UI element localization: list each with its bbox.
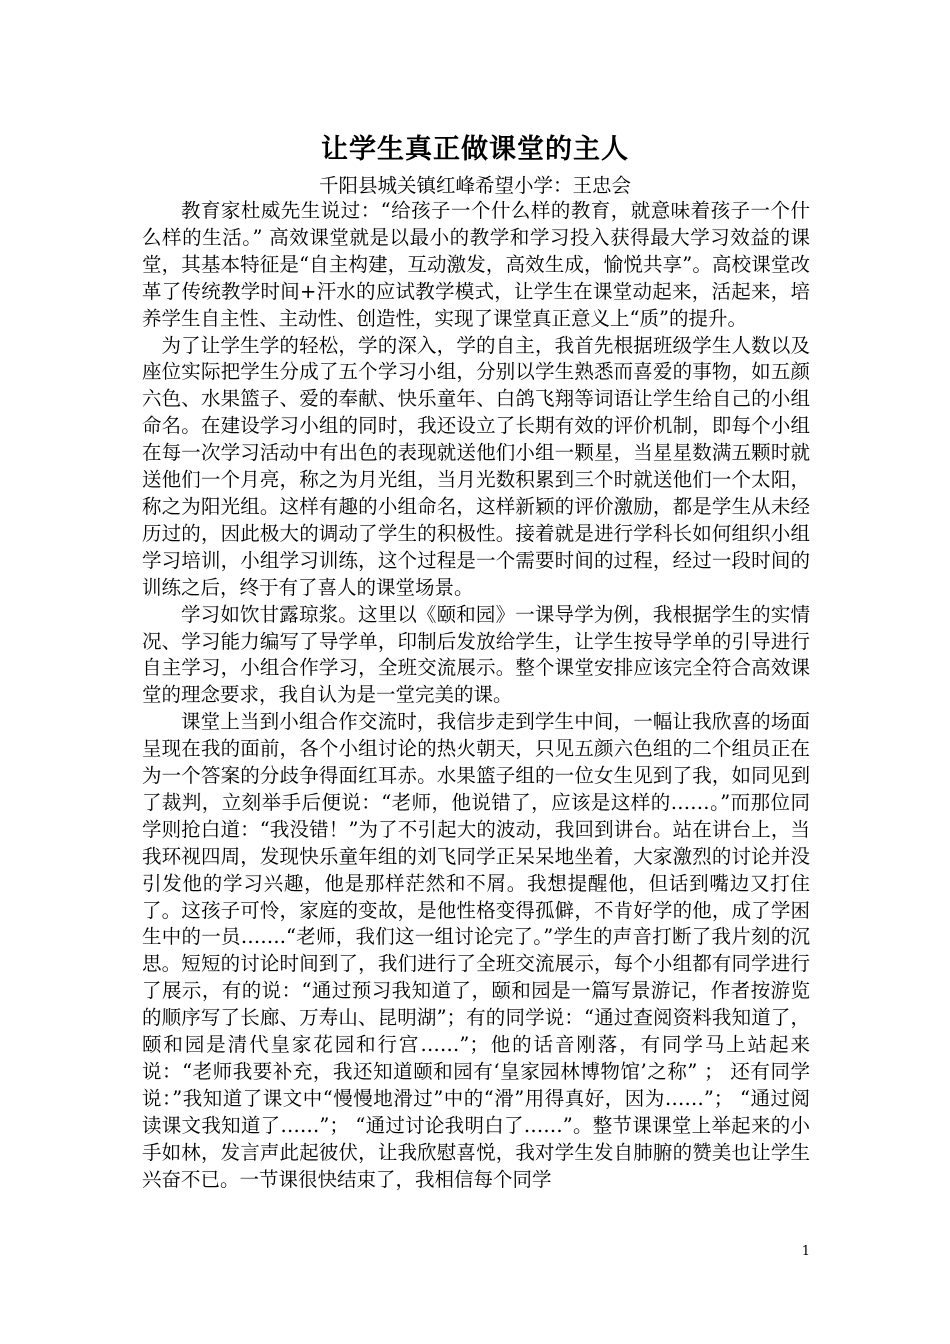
paragraph-2: 为了让学生学的轻松，学的深入，学的自主，我首先根据班级学生人数以及座位实际把学生分成了五个学习小组，分别以学生熟悉而喜爱的事物，如五颜六色、水果篮子、爱的奉献、快乐童年、白鸽飞翔等词语让学生给自己的小组命名。在建设学习小组的同时，我还设立了长期有效的评价机制，即每个小组在每一次学习活动中有出色的表现就送他们小组一颗星，当星星数满五颗时就送他们一个月亮，称之为月光组，当月光数积累到三个时就送他们一个太阳，称之为阳光组。这样有趣的小组命名，这样新颖的评价激励，都是学生从未经历过的，因此极大的调动了学生的积极性。接着就是进行学科长如何组织小组学习培训，小组学习训练，这个过程是一个需要时间的过程，经过一段时间的训练之后，终于有了喜人的课堂场景。 xyxy=(142,333,810,599)
page-number: 1 xyxy=(801,1244,810,1259)
paragraph-1: 教育家杜威先生说过：“给孩子一个什么样的教育，就意味着孩子一个什么样的生活。” 高效课堂就是以最小的教学和学习投入获得最大学习效益的课堂，其基本特征是“自主构建，互动激发，高效生成，愉悦共享”。高校课堂改革了传统教学时间+汗水的应试教学模式，让学生在课堂动起来，活起来，培养学生自主性、主动性、创造性，实现了课堂真正意义上“质”的提升。 xyxy=(142,199,810,330)
document-body xyxy=(142,198,810,1194)
author-line: 千阳县城关镇红峰希望小学：王忠会 xyxy=(318,174,631,197)
paragraph-4: 课堂上当到小组合作交流时，我信步走到学生中间，一幅让我欣喜的场面呈现在我的面前，各个小组讨论的热火朝天，只见五颜六色组的二个组员正在为一个答案的分歧争得面红耳赤。水果篮子组的一位女生见到了我，如同见到了裁判，立刻举手后便说：“老师，他说错了，应该是这样的……。”而那位同学则抢白道：“我没错！”为了不引起大的波动，我回到讲台。站在讲台上，当我环视四周，发现快乐童年组的刘飞同学正呆呆地坐着，大家激烈的讨论并没引发他的学习兴趣，他是那样茫然和不屑。我想提醒他，但话到嘴边又打住了。这孩子可怜，家庭的变故，是他性格变得孤僻，不肯好学的他，成了学困生中的一员…….“老师，我们这一组讨论完了。”学生的声音打断了我片刻的沉思。短短的讨论时间到了，我们进行了全班交流展示，每个小组都有同学进行了展示，有的说：“通过预习我知道了，颐和园是一篇写景游记，作者按游览的顺序写了长廊、万寿山、昆明湖”；有的同学说：“通过查阅资料我知道了，颐和园是清代皇家花园和行宫……”；他的话音刚落，有同学马上站起来说：“老师我要补充，我还知道颐和园有‘皇家园林博物馆’之称” ； 还有同学说：”我知道了课文中“慢慢地滑过”中的“滑”用得真好，因为……”； “通过阅读课文我知道了……”； “通过讨论我明白了……”。整节课课堂上举起来的小手如林，发言声此起彼伏，让我欣慰喜悦，我对学生发自肺腑的赞美也让学生兴奋不已。一节课很快结束了，我相信每个同学 xyxy=(142,710,810,1191)
paragraph-3: 学习如饮甘露琼浆。这里以《颐和园》一课导学为例，我根据学生的实情况、学习能力编写了导学单，印制后发放给学生，让学生按导学单的引导进行自主学习，小组合作学习，全班交流展示。整个课堂安排应该完全符合高效课堂的理念要求，我自认为是一堂完美的课。 xyxy=(142,602,810,707)
document-title: 让学生真正做课堂的主人 xyxy=(321,134,629,165)
